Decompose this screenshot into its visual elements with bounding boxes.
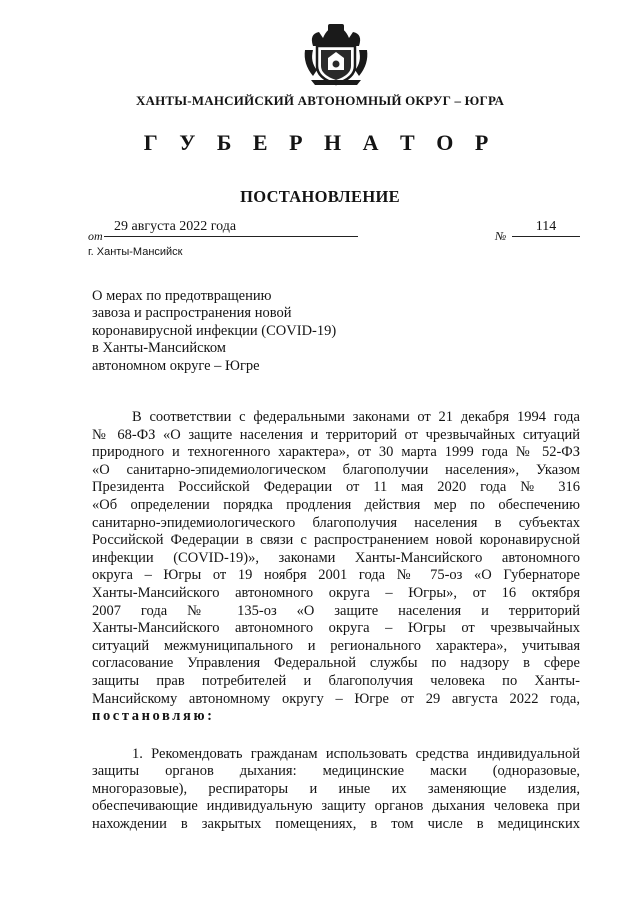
body-line: 2007 года № 135-оз «О защите населения и территорий bbox=[92, 602, 580, 619]
body-line: Ханты-Мансийского автономного округа – Югры», от 16 октября bbox=[92, 584, 580, 601]
document-subject bbox=[92, 288, 392, 375]
body-line: санитарно-эпидемиологического благополучия населения в субъектах bbox=[92, 514, 580, 531]
body-line: ситуаций межмуниципального и регионального характера», учитывая bbox=[92, 637, 580, 654]
resolve-word-line bbox=[92, 708, 580, 726]
body-line: природного и техногенного характера», от 30 марта 1999 года № 52-ФЗ bbox=[92, 444, 580, 461]
coat-of-arms-emblem-icon bbox=[301, 24, 371, 86]
document-date: 29 августа 2022 года bbox=[104, 219, 358, 237]
resolve-word: постановляю: bbox=[92, 708, 215, 725]
document-number: 114 bbox=[512, 219, 580, 237]
body-line: обеспечивающие индивидуальную защиту органов дыхания человека при bbox=[92, 798, 580, 815]
body-line: нахождении в закрытых помещениях, в том числе в медицинских bbox=[92, 816, 580, 833]
governor-heading: Г У Б Е Р Н А Т О Р bbox=[143, 130, 497, 155]
body-line: В соответствии с федеральными законами от 21 декабря 1994 года bbox=[132, 409, 580, 425]
body-line: Президента Российской Федерации от 11 мая 2020 года № 316 bbox=[92, 479, 580, 496]
document-body bbox=[92, 409, 580, 834]
body-line: «О санитарно-эпидемиологическом благополучии населения», Указом bbox=[92, 461, 580, 478]
clause-1-paragraph bbox=[92, 746, 580, 834]
subject-line: коронавирусной инфекции (COVID-19) bbox=[92, 322, 337, 339]
body-line: Ханты-Мансийского автономного округа – Югры от чрезвычайных bbox=[92, 620, 580, 637]
body-line: инфекции (COVID-19)», законами Ханты-Мансийского автономного bbox=[92, 549, 580, 566]
body-line: 1. Рекомендовать гражданам использовать средства индивидуальной bbox=[132, 745, 580, 762]
document-type: ПОСТАНОВЛЕНИЕ bbox=[240, 187, 400, 206]
body-line: Российской Федерации в связи с распространением новой коронавирусной bbox=[92, 532, 580, 549]
region-name: ХАНТЫ-МАНСИЙСКИЙ АВТОНОМНЫЙ ОКРУГ – ЮГРА bbox=[135, 93, 505, 108]
body-line: Мансийскому автономному округу – Югре от 29 августа 2022 года, bbox=[92, 690, 580, 707]
body-line: согласование Управления Федеральной службы по надзору в сфере bbox=[92, 655, 580, 672]
subject-line: завоза и распространения новой bbox=[92, 305, 292, 322]
body-line: защиты прав потребителей и благополучия человека по Ханты- bbox=[92, 672, 580, 689]
date-number-row bbox=[88, 219, 580, 245]
date-prefix: от bbox=[88, 229, 103, 243]
body-line: «Об определении порядка продления действия мер по обеспечению bbox=[92, 496, 580, 513]
subject-line: автономном округе – Югре bbox=[92, 357, 260, 374]
number-prefix: № bbox=[495, 229, 507, 243]
body-line: многоразовые), респираторы и иные их заменяющие изделия, bbox=[92, 780, 580, 797]
subject-line: в Ханты-Мансийском bbox=[92, 340, 226, 357]
subject-line: О мерах по предотвращению bbox=[92, 288, 272, 304]
body-line: № 68-ФЗ «О защите населения и территорий от чрезвычайных ситуаций bbox=[92, 426, 580, 443]
body-line: округа – Югры от 19 ноября 2001 года № 75-оз «О Губернаторе bbox=[92, 567, 580, 584]
preamble-paragraph bbox=[92, 409, 580, 726]
city-name: г. Ханты-Мансийск bbox=[88, 246, 183, 258]
body-line: защиты органов дыхания: медицинские маски (одноразовые, bbox=[92, 763, 580, 780]
